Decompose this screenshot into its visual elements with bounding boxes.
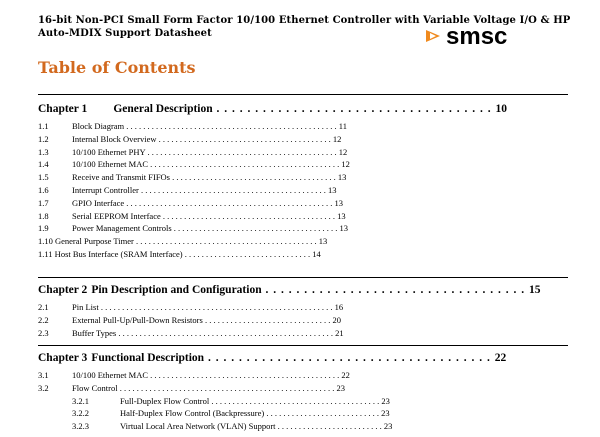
entry-page: 23 <box>383 421 393 432</box>
entry-leader: . . . . . . . . . . . . . . . . . . . . . . . . . . . . . . . . . . . . . . . . <box>209 395 382 406</box>
entry-title: Flow Control . . . . . . . . . . . . . . . . . . . . . . . . . . . . . . . . . . . . . . . . . . . . . . . . . . . 23 <box>72 382 345 393</box>
entry-page: 21 <box>335 327 344 338</box>
entry-leader: . . . . . . . . . . . . . . . . . . . . . . . . . . . . . . . . . . . . . . . . . . . . . . . . . . . <box>116 327 336 338</box>
entry-leader: . . . . . . . . . . . . . . . . . . . . . . . . . . . . . . . . . . . . . . . . . . . . . <box>148 159 342 170</box>
smsc-logo <box>424 24 574 48</box>
toc-entry[interactable] <box>38 395 568 408</box>
entry-page: 13 <box>337 210 346 221</box>
entry-leader: . . . . . . . . . . . . . . . . . . . . . . . . . . . . . . . . . . . . . . . . . . . . . . . . . . . <box>117 382 337 393</box>
entry-title: Virtual Local Area Network (VLAN) Support . . . . . . . . . . . . . . . . . . . . . . . . . 23 <box>120 421 393 432</box>
toc-entry[interactable] <box>38 235 568 248</box>
entry-title: 10/100 Ethernet PHY . . . . . . . . . . . . . . . . . . . . . . . . . . . . . . . . . . . . . . . . . . . . . 12 <box>72 146 348 157</box>
toc-entry[interactable] <box>38 327 568 340</box>
entry-title: Power Management Controls . . . . . . . . . . . . . . . . . . . . . . . . . . . . . . . . . . . . . . . 13 <box>72 223 348 234</box>
entry-leader: . . . . . . . . . . . . . . . . . . . . . . . . . . . . . . . . . . . . . . . . . . . . . . . . . . <box>124 121 339 131</box>
entry-title: Receive and Transmit FIFOs . . . . . . . . . . . . . . . . . . . . . . . . . . . . . . . . . . . . . . . 13 <box>72 172 347 183</box>
entry-leader: . . . . . . . . . . . . . . . . . . . . . . . . . . . . . . . . . . . . . . . <box>171 223 340 234</box>
entry-number: 2.3 <box>38 327 49 338</box>
section-rule <box>38 94 568 95</box>
entry-leader: . . . . . . . . . . . . . . . . . . . . . . . . . . . . . . . . . . . . . . . . . . . . . <box>145 146 339 157</box>
entry-page: 12 <box>338 146 348 157</box>
toc-entry[interactable] <box>38 314 568 327</box>
chapter-title: General Description <box>113 103 213 115</box>
toc-entry[interactable] <box>38 301 568 314</box>
entry-title: 1.11 Host Bus Interface (SRAM Interface) . . . . . . . . . . . . . . . . . . . . . . . . . . . . . . 14 <box>38 249 321 259</box>
entry-page: 13 <box>339 223 348 234</box>
toc-entry[interactable] <box>38 407 568 420</box>
chapter-label: Chapter 1 <box>38 103 88 115</box>
entry-page: 13 <box>337 172 347 183</box>
toc-entry[interactable] <box>38 184 568 197</box>
toc-entry[interactable] <box>38 158 568 171</box>
entry-page: 12 <box>332 133 342 144</box>
toc-entry[interactable] <box>38 420 568 433</box>
entry-title: External Pull-Up/Pull-Down Resistors . . . . . . . . . . . . . . . . . . . . . . . . . . . . . . 20 <box>72 314 341 325</box>
chapter-label: Chapter 2 <box>38 284 88 296</box>
logo-arrow-icon <box>426 30 440 42</box>
entry-number: 2.1 <box>38 302 49 312</box>
toc-entry[interactable] <box>38 369 568 382</box>
entry-page: 11 <box>338 121 347 131</box>
entry-title: Block Diagram . . . . . . . . . . . . . . . . . . . . . . . . . . . . . . . . . . . . . . . . . . . . . . . . . . 11 <box>72 121 347 131</box>
entry-leader: . . . . . . . . . . . . . . . . . . . . . . . . . . . . . . . . . . . . . . . . . . . . . . . . . <box>124 197 335 208</box>
entry-title: 1.10 General Purpose Timer . . . . . . . . . . . . . . . . . . . . . . . . . . . . . . . . . . . . . . . . . . . 13 <box>38 236 328 247</box>
entry-number: 3.2.1 <box>72 395 89 406</box>
toc-entry[interactable] <box>38 197 568 210</box>
entry-page: 23 <box>336 382 345 393</box>
entry-leader: . . . . . . . . . . . . . . . . . . . . . . . . . . . . . . . . . . . . . . . . . . . . <box>138 185 328 195</box>
entry-page: 23 <box>381 395 390 406</box>
entry-page: 16 <box>334 302 344 312</box>
entry-title: Internal Block Overview . . . . . . . . . . . . . . . . . . . . . . . . . . . . . . . . . . . . . . . . . 12 <box>72 133 342 144</box>
toc-entry[interactable] <box>38 210 568 223</box>
entry-page: 13 <box>318 236 328 247</box>
entry-number: 1.9 <box>38 223 49 234</box>
entry-number: 1.1 <box>38 121 49 131</box>
chapter-page: 22 <box>494 352 507 364</box>
chapter-page: 10 <box>495 103 508 115</box>
entry-leader: . . . . . . . . . . . . . . . . . . . . . . . . . <box>275 421 384 432</box>
section-rule <box>38 345 568 346</box>
entry-leader: . . . . . . . . . . . . . . . . . . . . . . . . . . . . . . . . . . . . . . . <box>170 172 338 183</box>
entry-title: Pin List . . . . . . . . . . . . . . . . . . . . . . . . . . . . . . . . . . . . . . . . . . . . . . . . . . . . . . . 16 <box>72 302 344 312</box>
entry-number: 1.3 <box>38 146 49 157</box>
entry-leader: . . . . . . . . . . . . . . . . . . . . . . . . . . . . . . . . . . . . . . . . . . . . . <box>148 370 342 380</box>
entry-number: 1.6 <box>38 185 49 195</box>
entry-number: 1.5 <box>38 172 49 183</box>
toc-entry[interactable] <box>38 120 568 133</box>
chapter-title: Pin Description and Configuration <box>91 284 262 296</box>
entry-number: 3.2 <box>38 382 49 393</box>
chapter-title: Functional Description <box>91 352 205 364</box>
entry-page: 20 <box>332 314 341 325</box>
document-header-title: 16-bit Non-PCI Small Form Factor 10/100 Ethernet Controller with Variable Voltage I/O & HP Auto-MDIX Support Datasheet <box>38 15 571 39</box>
entry-page: 13 <box>334 197 344 208</box>
entry-title: Buffer Types . . . . . . . . . . . . . . . . . . . . . . . . . . . . . . . . . . . . . . . . . . . . . . . . . . . 21 <box>72 327 344 338</box>
toc-chapter-3[interactable] <box>38 352 568 364</box>
chapter-leader: . . . . . . . . . . . . . . . . . . . . . . . . . . . . . . . . . . <box>261 284 529 296</box>
chapter-label: Chapter 3 <box>38 352 88 364</box>
entry-leader: . . . . . . . . . . . . . . . . . . . . . . . . . . . . . . <box>182 249 313 259</box>
toc-chapter-2[interactable] <box>38 284 568 296</box>
entry-leader: . . . . . . . . . . . . . . . . . . . . . . . . . . . . . . . . . . . . . . . . . <box>160 210 338 221</box>
entry-title: 10/100 Ethernet MAC . . . . . . . . . . . . . . . . . . . . . . . . . . . . . . . . . . . . . . . . . . . . . 22 <box>72 370 350 380</box>
entry-page: 13 <box>327 185 337 195</box>
entry-number: 1.7 <box>38 197 49 208</box>
entry-leader: . . . . . . . . . . . . . . . . . . . . . . . . . . . . . . . . . . . . . . . . . . . . . . . . . . . . . . . <box>98 302 335 312</box>
entry-leader: . . . . . . . . . . . . . . . . . . . . . . . . . . . . . . . . . . . . . . . . . <box>156 133 333 144</box>
entry-title: Serial EEPROM Interface . . . . . . . . . . . . . . . . . . . . . . . . . . . . . . . . . . . . . . . . . 13 <box>72 210 346 221</box>
entry-number: 2.2 <box>38 314 49 325</box>
entry-title: 10/100 Ethernet MAC . . . . . . . . . . . . . . . . . . . . . . . . . . . . . . . . . . . . . . . . . . . . . 12 <box>72 159 350 170</box>
entry-title: GPIO Interface . . . . . . . . . . . . . . . . . . . . . . . . . . . . . . . . . . . . . . . . . . . . . . . . . 13 <box>72 197 344 208</box>
entry-title: Half-Duplex Flow Control (Backpressure) . . . . . . . . . . . . . . . . . . . . . . . . . . . 23 <box>120 408 390 419</box>
toc-chapter-1[interactable] <box>38 103 568 115</box>
entry-page: 12 <box>341 159 350 170</box>
entry-page: 14 <box>312 249 321 259</box>
toc-entry[interactable] <box>38 222 568 235</box>
toc-entry[interactable] <box>38 133 568 146</box>
entry-number: 3.2.3 <box>72 421 89 432</box>
toc-entry[interactable] <box>38 171 568 184</box>
logo-wordmark: smsc <box>446 24 508 48</box>
chapter-leader: . . . . . . . . . . . . . . . . . . . . . . . . . . . . . . . . . . . . <box>212 103 496 115</box>
chapter-leader: . . . . . . . . . . . . . . . . . . . . . . . . . . . . . . . . . . . . . <box>204 352 495 364</box>
entry-title: Interrupt Controller . . . . . . . . . . . . . . . . . . . . . . . . . . . . . . . . . . . . . . . . . . . . 13 <box>72 185 337 195</box>
entry-page: 23 <box>381 408 390 419</box>
entry-number: 1.8 <box>38 210 49 221</box>
section-rule <box>38 277 568 278</box>
entry-leader: . . . . . . . . . . . . . . . . . . . . . . . . . . . . . . <box>202 314 333 325</box>
entry-number: 1.2 <box>38 133 49 144</box>
entry-number: 3.1 <box>38 370 49 380</box>
entry-leader: . . . . . . . . . . . . . . . . . . . . . . . . . . . <box>264 408 382 419</box>
entry-title: Full-Duplex Flow Control . . . . . . . . . . . . . . . . . . . . . . . . . . . . . . . . . . . . . . . . 23 <box>120 395 390 406</box>
toc-entry[interactable] <box>38 382 568 395</box>
entry-number: 3.2.2 <box>72 408 89 419</box>
entry-number: 1.4 <box>38 159 49 170</box>
toc-entry[interactable] <box>38 146 568 159</box>
chapter-page: 15 <box>528 284 541 296</box>
toc-entry[interactable] <box>38 248 568 261</box>
entry-page: 22 <box>341 370 350 380</box>
toc-title: Table of Contents <box>38 58 196 77</box>
entry-leader: . . . . . . . . . . . . . . . . . . . . . . . . . . . . . . . . . . . . . . . . . . . <box>133 236 319 247</box>
